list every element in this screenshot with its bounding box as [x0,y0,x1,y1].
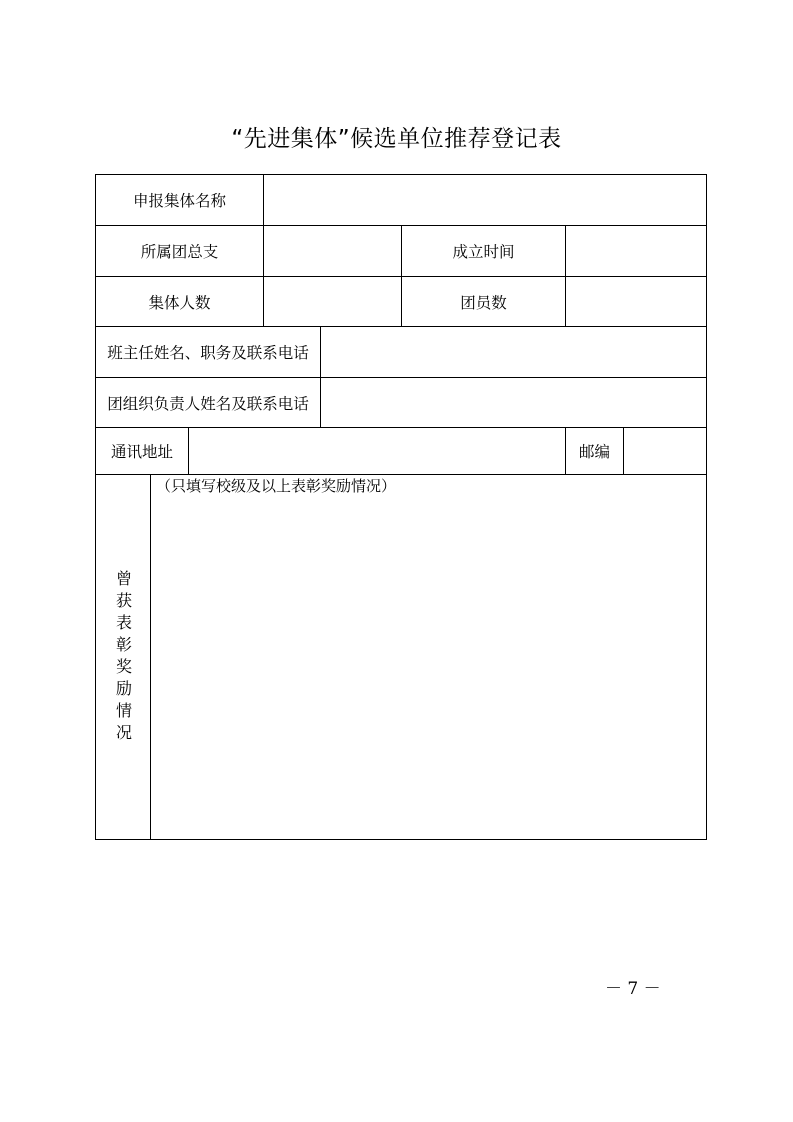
collective-name-label: 申报集体名称 [132,192,226,210]
league-branch-label: 所属团总支 [140,243,219,261]
collective-name-field[interactable] [264,175,706,225]
head-teacher-label: 班主任姓名、职务及联系电话 [107,344,309,362]
league-leader-label: 团组织负责人姓名及联系电话 [107,394,309,413]
member-count-label: 集体人数 [148,293,211,312]
founded-time-field[interactable] [566,226,706,276]
address-label: 通讯地址 [110,443,173,461]
honors-label-text: 曾获表彰奖励情况 [113,569,133,746]
league-branch-field[interactable] [264,226,401,276]
address-field[interactable] [189,428,565,474]
league-leader-field[interactable] [321,378,706,427]
league-member-count-label: 团员数 [460,293,507,312]
honors-note: （只填写校级及以上表彰奖励情况） [156,477,397,495]
honors-field[interactable] [151,500,706,839]
head-teacher-field[interactable] [321,327,706,377]
registration-form-table [95,174,707,840]
postcode-field[interactable] [624,428,706,474]
league-member-count-field[interactable] [566,277,706,326]
founded-time-label: 成立时间 [452,243,515,261]
member-count-field[interactable] [264,277,401,326]
postcode-label: 邮编 [578,443,610,461]
page-number: － 7 － [605,979,661,999]
form-title: “先进集体”候选单位推荐登记表 [231,126,562,152]
honors-label [96,475,150,840]
